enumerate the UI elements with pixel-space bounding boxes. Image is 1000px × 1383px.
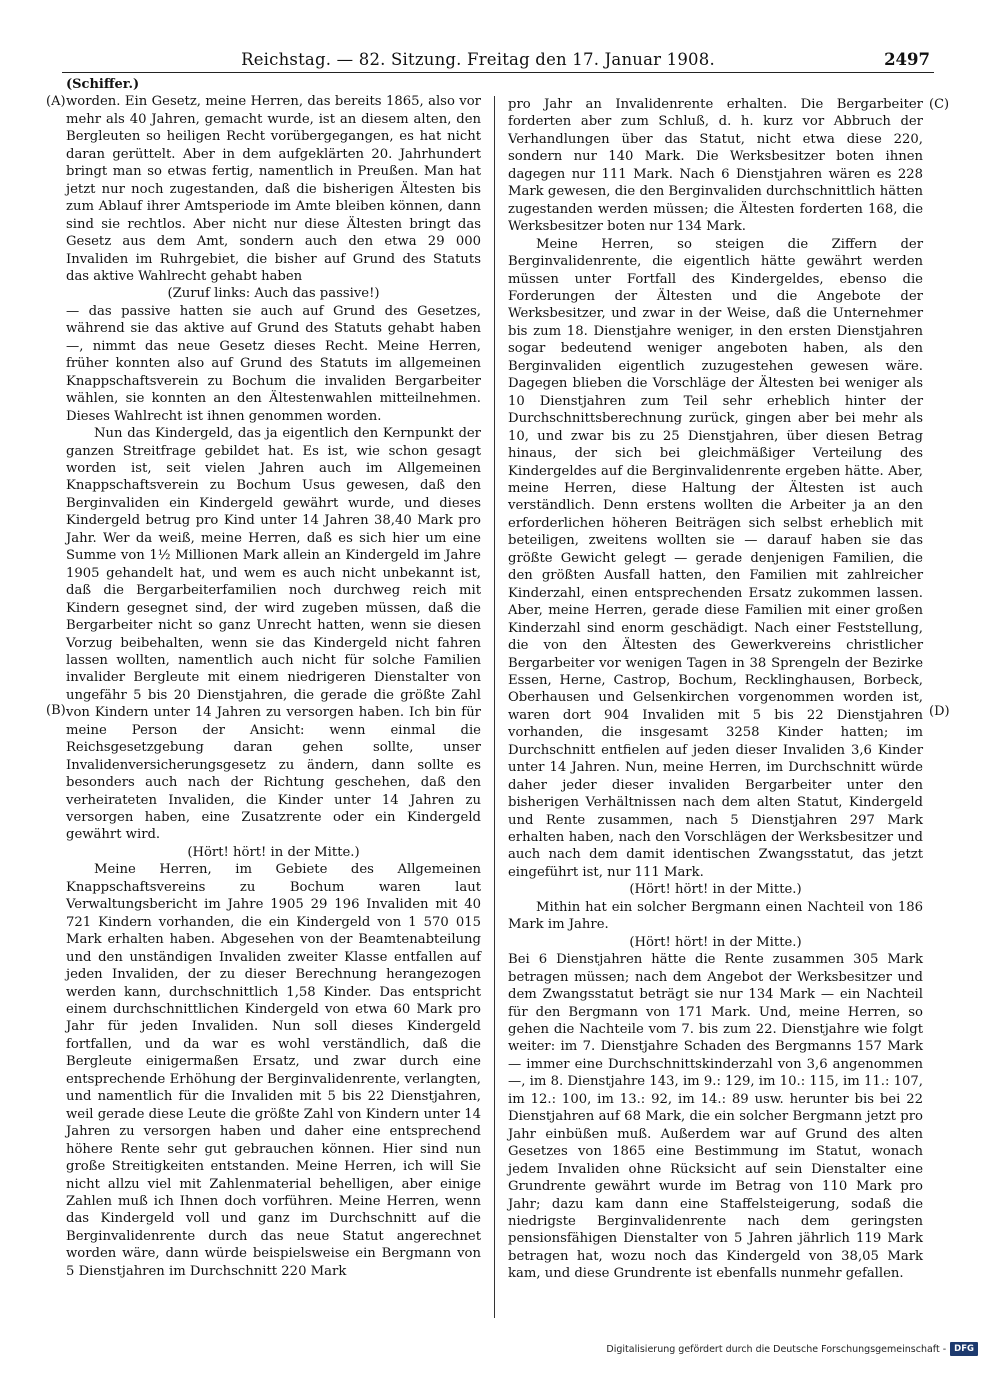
margin-marker-c: (C) (929, 97, 950, 112)
interjection: (Zuruf links: Auch das passive!) (167, 286, 380, 302)
interjection: (Hört! hört! in der Mitte.) (629, 934, 802, 950)
paragraph: Meine Herren, so steigen die Ziffern der Berginvalidenrente, die eigentlich hätte gewährt werden müssen unter Fortfall des Kindergeldes, ebenso die Forderungen der Ältesten und die Angebote der Werksbesitzer, und zwar in der Weise, daß die Unternehmer bis zum 18. Dienstjahre weniger, in den ersten Dienstjahren sogar bedeutend weniger angeboten haben, als den Berginvaliden eigentlich zuzugestehen gewesen wäre. Dagegen blieben die Vorschläge der Ältesten bei weniger als 10 Dienstjahren zum Teil sehr erheblich hinter der Durchschnittsberechnung zurück, gingen aber bei mehr als 10, und zwar bis zu 25 Dienstjahren, über diesen Betrag hinaus, der sich bei gleichmäßiger Verteilung des Kindergeldes auf die Berginvalidenrente ergeben hätte. Aber, meine Herren, diese Haltung der Ältesten ist auch verständlich. Denn erstens wollten die Arbeiter ja an den erforderlichen höheren Beiträgen sich selbst erheblich mit beteiligen, zweitens wollten sie — darauf haben sie das größte Gewicht gelegt — gerade denjenigen Familien, die den größten Ausfall hatten, den Familien mit zahlreicher Kinderzahl, einen entsprechenden Ersatz zukommen lassen. Aber, meine Herren, gerade diese Familien mit einer großen Kinderzahl sind enorm geschädigt. Nach einer Feststellung, die von den Ältesten des Gewerkvereins christlicher Bergarbeiter vor wenigen Tagen in 38 Sprengeln der Bezirke Essen, Herne, Castrop, Bochum, Recklinghausen, Borbeck, Oberhausen und Gelsenkirchen vorgenommen worden ist, waren dort 904 Invaliden mit 5 bis 22 Dienstjahren vorhanden, die insgesamt 3258 Kinder hatten; im Durchschnitt entfielen auf jeden dieser Invaliden 3,6 Kinder unter 14 Jahren. Nun, meine Herren, im Durchschnitt würde daher jeder dieser invaliden Bergarbeiter unter den bisherigen Verhältnissen nach dem alten Statut, Kindergeld und Rente zusammen, nach 5 Dienstjahren 297 Mark erhalten haben, nach den Vorschlägen der Werksbesitzer und auch nach dem damit identischen Zwangsstatut, das jetzt eingeführt ist, nur 111 Mark. (508, 236, 923, 880)
paragraph: — das passive hatten sie auch auf Grund des Gesetzes, während sie das aktive auf Grund des Statuts gehabt haben —, nimmt das neue Gesetz dieses Recht. Meine Herren, früher konnten also auf Grund des Statuts im allgemeinen Knappschaftsverein zu Bochum die invaliden Bergarbeiter wählen, sie konnten an den Ältestenwahlen mitteilnehmen. Dieses Wahlrecht ist ihnen genommen worden. (66, 303, 481, 424)
right-column (508, 96, 923, 1283)
column-divider (494, 96, 495, 1318)
interjection: (Hört! hört! in der Mitte.) (187, 844, 360, 860)
speaker-name: (Schiffer.) (66, 77, 140, 92)
margin-marker-d: (D) (929, 704, 950, 719)
margin-marker-a: (A) (46, 94, 66, 109)
running-title: Reichstag. — 82. Sitzung. Freitag den 17. Januar 1908. (241, 50, 715, 69)
paragraph: Bei 6 Dienstjahren hätte die Rente zusammen 305 Mark betragen müssen; nach dem Angebot der Werksbesitzer und dem Zwangsstatut beträgt sie nur 134 Mark — ein Nachteil für den Bergmann von 171 Mark. Und, meine Herren, so gehen die Nachteile vom 7. bis zum 22. Dienstjahre wie folgt weiter: im 7. Dienstjahre Schaden des Bergmanns 157 Mark — immer eine Durchschnittskinderzahl von 3,6 angenommen —, im 8. Dienstjahre 143, im 9.: 129, im 10.: 115, im 11.: 107, im 12.: 100, im 13.: 92, im 14.: 89 usw. herunter bis bei 22 Dienstjahren auf 68 Mark, die ein solcher Bergmann jetzt pro Jahr einbüßen muß. Außerdem war auf Grund des alten Gesetzes von 1865 eine Bestimmung im Statut, wonach jedem Invaliden ohne Rücksicht auf sein Dienstalter eine Grundrente gewährt wurde im Betrag von 110 Mark pro Jahr; dazu kam dann eine Staffelsteigerung, sodaß die niedrigste Berginvalidenrente nach dem geringsten pensionsfähigen Dienstalter von 5 Jahren jährlich 119 Mark betragen hat, wozu noch das Kindergeld von 38,05 Mark kam, und diese Grundrente ist ebenfalls nunmehr gefallen. (508, 952, 923, 1282)
paragraph: pro Jahr an Invalidenrente erhalten. Die Bergarbeiter forderten aber zum Schluß, d. h. kurz vor Abbruch der Verhandlungen über das Statut, nicht etwa diese 220, sondern nur 140 Mark. Die Werksbesitzer boten ihnen dagegen nur 111 Mark. Nach 6 Dienstjahren wären es 228 Mark gewesen, die den Berginvaliden durchschnittlich hätten zugestanden werden müssen; die Ältesten forderten 168, die Werksbesitzer boten nur 134 Mark. (508, 97, 923, 235)
paragraph: Nun das Kindergeld, das ja eigentlich den Kernpunkt der ganzen Streitfrage gebildet hat. Es ist, wie schon gesagt worden ist, seit vielen Jahren auch im Allgemeinen Knappschaftsverein zu Bochum Usus gewesen, daß den Berginvaliden ein Kindergeld gewährt wurde, und dieses Kindergeld betrug pro Kind unter 14 Jahren 38,40 Mark pro Jahr. Wer da weiß, meine Herren, daß es sich hier um eine Summe von 1½ Millionen Mark allein an Kindergeld im Jahre 1905 gehandelt hat, und wem es auch nicht unbekannt ist, daß die Bergarbeiterfamilien noch durchweg reich mit Kindern gesegnet sind, der wird zugeben müssen, daß die Bergarbeiter nicht so ganz Unrecht hatten, wenn sie diesen Vorzug beibehalten, wenn sie das Kindergeld nicht fahren lassen wollten, namentlich auch nicht für solche Familien invalider Bergleute mit einem niedrigeren Dienstalter von ungefähr 5 bis 20 Dienstjahren, die gerade die größte Zahl von Kindern unter 14 Jahren zu versorgen haben. Ich bin für meine Person der Ansicht: wenn einmal die Reichsgesetzgebung daran gehen sollte, unser Invalidenversicherungsgesetz zu ändern, dann sollte es besonders auch nach der Richtung geschehen, daß den verheirateten Invaliden, die Kinder unter 14 Jahren zu versorgen haben, eine Zusatzrente oder ein Kindergeld gewährt wird. (66, 426, 481, 843)
paragraph: Mithin hat ein solcher Bergmann einen Nachteil von 186 Mark im Jahre. (508, 899, 923, 933)
left-column (66, 76, 481, 1280)
margin-marker-b: (B) (46, 703, 66, 718)
paragraph: worden. Ein Gesetz, meine Herren, das bereits 1865, also vor mehr als 40 Jahren, gemacht wurde, ist an diesem alten, den Bergleuten so heiligen Recht vorübergegangen, es hat nicht daran gerüttelt. Aber in dem aufgeklärten 20. Jahrhundert bringt man so etwas fertig, namentlich in Preußen. Man hat jetzt nur noch zugestanden, daß die bisherigen Ältesten bis zum Ablauf ihrer Amtsperiode im Amte bleiben können, dann sind sie rechtlos. Aber nicht nur diese Ältesten bringt das Gesetz aus dem Amt, sondern auch den etwa 29 000 Invaliden im Ruhrgebiet, die bisher auf Grund des Statuts das aktive Wahlrecht gehabt haben (66, 94, 481, 284)
footer-text: Digitalisierung gefördert durch die Deutsche Forschungsgemeinschaft - (606, 1343, 947, 1355)
page-number: 2497 (884, 50, 930, 69)
running-header (62, 50, 934, 74)
digitization-footer (606, 1342, 978, 1356)
dfg-logo: DFG (950, 1342, 978, 1356)
paragraph: Meine Herren, im Gebiete des Allgemeinen Knappschaftsvereins zu Bochum waren laut Verwaltungsbericht im Jahre 1905 29 196 Invaliden mit 40 721 Kindern vorhanden, die ein Kindergeld von 1 570 015 Mark erhalten haben. Abgesehen von der Beamtenabteilung und den unständigen Invaliden zweiter Klasse entfallen auf jeden Invaliden, der zu dieser Berechnung herangezogen werden kann, durchschnittlich 1,58 Kinder. Das entspricht einem durchschnittlichen Kindergeld von etwa 60 Mark pro Jahr für jeden Invaliden. Nun soll dieses Kindergeld fortfallen, und da war es wohl verständlich, daß die Bergleute einigermaßen Ersatz, und zwar durch eine entsprechende Erhöhung der Berginvalidenrente, verlangten, und namentlich für die Invaliden mit 5 bis 22 Dienstjahren, weil gerade diese Leute die größte Zahl von Kindern unter 14 Jahren zu versorgen haben und daher eine entsprechend höhere Rente sehr gut gebrauchen können. Hier sind nun große Streitigkeiten entstanden. Meine Herren, ich will Sie nicht allzu viel mit Zahlenmaterial behelligen, aber einige Zahlen muß ich Ihnen doch vorführen. Meine Herren, wenn das Kindergeld voll und ganz im Durchschnitt auf die Berginvalidenrente durch das neue Statut angerechnet worden wäre, dann würde beispielsweise ein Bergmann von 5 Dienstjahren im Durchschnitt 220 Mark (66, 862, 481, 1279)
interjection: (Hört! hört! in der Mitte.) (629, 882, 802, 898)
header-rule (62, 72, 934, 73)
